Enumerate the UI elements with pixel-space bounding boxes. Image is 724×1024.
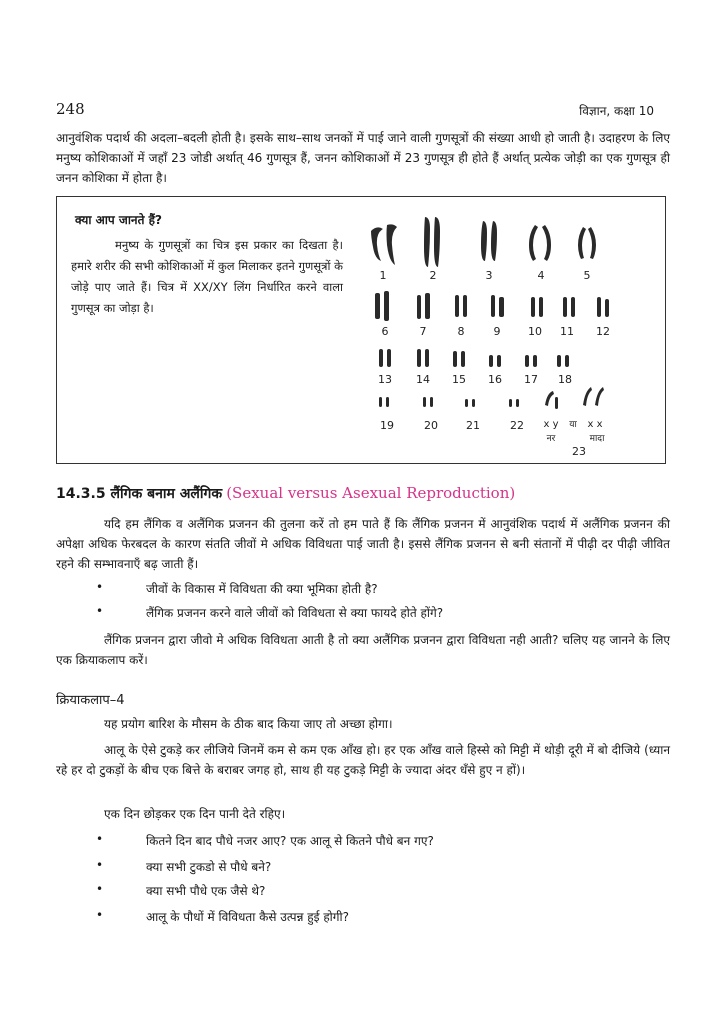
label-xy: x y	[543, 419, 559, 430]
activity-bullet-2: क्या सभी टुकडो से पौधे बने?	[146, 860, 272, 874]
karyotype-label: 2	[429, 269, 437, 282]
karyotype-label: 14	[416, 373, 430, 386]
karyotype-label: 3	[485, 269, 493, 282]
karyotype-label: 22	[510, 419, 524, 432]
chromosome-11	[563, 297, 567, 317]
bullet-marker: •	[96, 580, 104, 594]
chromosome-18	[557, 355, 561, 367]
section-heading	[56, 484, 515, 503]
activity-paragraph-3	[56, 804, 670, 824]
chromosomes-row3	[379, 349, 569, 367]
karyotype-label: 13	[378, 373, 392, 386]
activity-text-3: एक दिन छोड़कर एक दिन पानी देते रहिए।	[104, 807, 286, 821]
section-bullet-1: जीवों के विकास में विविधता की क्या भूमिका होती है?	[146, 582, 378, 596]
karyotype-label: 8	[457, 325, 465, 338]
karyotype-label: 21	[466, 419, 480, 432]
activity-bullet-4: आलू के पौधों में विविधता कैसे उत्पन्न हुई होगी?	[146, 910, 350, 924]
did-you-know-box	[56, 196, 666, 464]
karyotype-label: 19	[380, 419, 394, 432]
label-or: या	[569, 420, 577, 430]
karyotype-label: 1	[379, 269, 387, 282]
box-text	[71, 235, 343, 319]
karyotype-label: 20	[424, 419, 438, 432]
chromosomes-row1	[371, 217, 596, 267]
section-title: 14.3.5 लैंगिक बनाम अलैंगिक	[56, 486, 223, 502]
box-title: क्या आप जानते हैं?	[75, 213, 162, 227]
chromosome-20	[423, 397, 426, 407]
chromosome-8	[455, 295, 459, 317]
page-number: 248	[56, 100, 85, 118]
chromosome-21	[465, 399, 468, 407]
intro-paragraph	[56, 128, 670, 188]
karyotype-label: 4	[537, 269, 545, 282]
chromosome-7	[417, 295, 421, 319]
label-xx: x x	[587, 419, 603, 430]
chromosome-17	[525, 355, 529, 367]
chromosome-9	[491, 295, 495, 317]
chromosome-13	[379, 349, 383, 367]
karyotype-label: 18	[558, 373, 572, 386]
intro-text: आनुवंशिक पदार्थ की अदला–बदली होती है। इसके साथ–साथ जनकों में पाई जाने वाली गुणसूत्रों की संख्या आधी हो जाती है। उदाहरण के लिए मनुष्य कोशिकाओं में जहाँ 23 जोडी अर्थात् 46 गुणसूत्र हैं, जनन कोशिकाओं में 23 गुणसूत्र ही होते हैं अर्थात् प्रत्येक जोड़ी का एक गुणसूत्र ही जनन कोशिका में होता है।	[56, 131, 670, 185]
karyotype-label: 7	[419, 325, 427, 338]
chromosome-4	[529, 225, 551, 261]
section-paragraph-1	[56, 514, 670, 574]
chromosome-22	[509, 399, 512, 407]
karyotype-label: 5	[583, 269, 591, 282]
karyotype-figure	[357, 209, 657, 459]
karyotype-label: 15	[452, 373, 466, 386]
box-paragraph: मनुष्य के गुणसूत्रों का चित्र इस प्रकार का दिखता है। हमारे शरीर की सभी कोशिकाओं में कुल मिलाकर इतने गुणसूत्रों के जोड़े पाए जाते हैं। चित्र में XX/XY लिंग निर्धारित करने वाला गुणसूत्र का जोड़ा है।	[71, 238, 343, 315]
bullet-marker: •	[96, 908, 104, 922]
chromosome-1	[371, 224, 397, 265]
karyotype-label: 10	[528, 325, 542, 338]
activity-text-2: आलू के ऐसे टुकड़े कर लीजिये जिनमें कम से कम एक आँख हो। हर एक आँख वाले हिस्से को मिट्टी में थोड़ी दूरी में बो दीजिये (ध्यान रहे हर दो टुकड़ों के बीच एक बित्ते के बराबर जगह हो, साथ ही यह टुकड़े मिट्टी के ज्यादा अंदर धँसे हुए न हों)।	[56, 743, 670, 777]
activity-title: क्रियाकलाप–4	[56, 693, 125, 708]
karyotype-label: 16	[488, 373, 502, 386]
label-male: नर	[546, 434, 556, 444]
chromosome-3	[481, 221, 497, 261]
activity-bullet-1: कितने दिन बाद पौधे नजर आए? एक आलू से कितने पौधे बन गए?	[146, 834, 434, 848]
section-paragraph-2	[56, 630, 670, 670]
chromosome-19	[379, 397, 382, 407]
book-title: विज्ञान, कक्षा 10	[579, 104, 654, 118]
karyotype-label: 11	[560, 325, 574, 338]
section-text-1: यदि हम लैंगिक व अलैंगिक प्रजनन की तुलना करें तो हम पाते हैं कि लैंगिक प्रजनन में आनुवंशिक पदार्थ में अलैंगिक प्रजनन की अपेक्षा अधिक फेरबदल के कारण संतति जीवों मे अधिक विविधता पाई जाती है। इससे लैंगिक प्रजनन से बनी संतानों में पीढ़ी दर पीढ़ी जीवित रहने की सम्भावनाएँ बढ़ जाती हैं।	[56, 517, 670, 571]
karyotype-label: 9	[493, 325, 501, 338]
section-text-2: लैंगिक प्रजनन द्वारा जीवो मे अधिक विविधता आती है तो क्या अलैंगिक प्रजनन द्वारा विविधता नही आती? चलिए यह जानने के लिए एक क्रियाकलाप करें।	[56, 633, 670, 667]
bullet-marker: •	[96, 832, 104, 846]
bullet-marker: •	[96, 858, 104, 872]
label-23: 23	[572, 445, 586, 458]
chromosome-y	[555, 397, 558, 409]
chromosome-2	[424, 217, 440, 267]
activity-bullet-3: क्या सभी पौधे एक जैसे थे?	[146, 884, 266, 898]
chromosomes-row4	[379, 387, 604, 409]
chromosome-12	[597, 297, 601, 317]
karyotype-label: 17	[524, 373, 538, 386]
chromosome-x	[545, 391, 554, 406]
karyotype-label: 12	[596, 325, 610, 338]
bullet-marker: •	[96, 604, 104, 618]
chromosome-15	[453, 351, 457, 367]
chromosome-6	[375, 293, 380, 319]
chromosome-10	[531, 297, 535, 317]
karyotype-label: 6	[381, 325, 389, 338]
chromosome-14	[417, 349, 421, 367]
section-english-title: (Sexual versus Asexual Reproduction)	[226, 484, 516, 502]
bullet-marker: •	[96, 882, 104, 896]
activity-paragraph-2	[56, 740, 670, 780]
chromosome-16	[489, 355, 493, 367]
activity-paragraph-1	[56, 714, 670, 734]
section-bullet-2: लैंगिक प्रजनन करने वाले जीवों को विविधता से क्या फायदे होते होंगे?	[146, 606, 444, 620]
activity-text-1: यह प्रयोग बारिश के मौसम के ठीक बाद किया जाए तो अच्छा होगा।	[104, 717, 393, 731]
chromosomes-row2	[375, 291, 609, 321]
chromosome-5	[578, 227, 596, 259]
label-female: मादा	[589, 434, 605, 444]
